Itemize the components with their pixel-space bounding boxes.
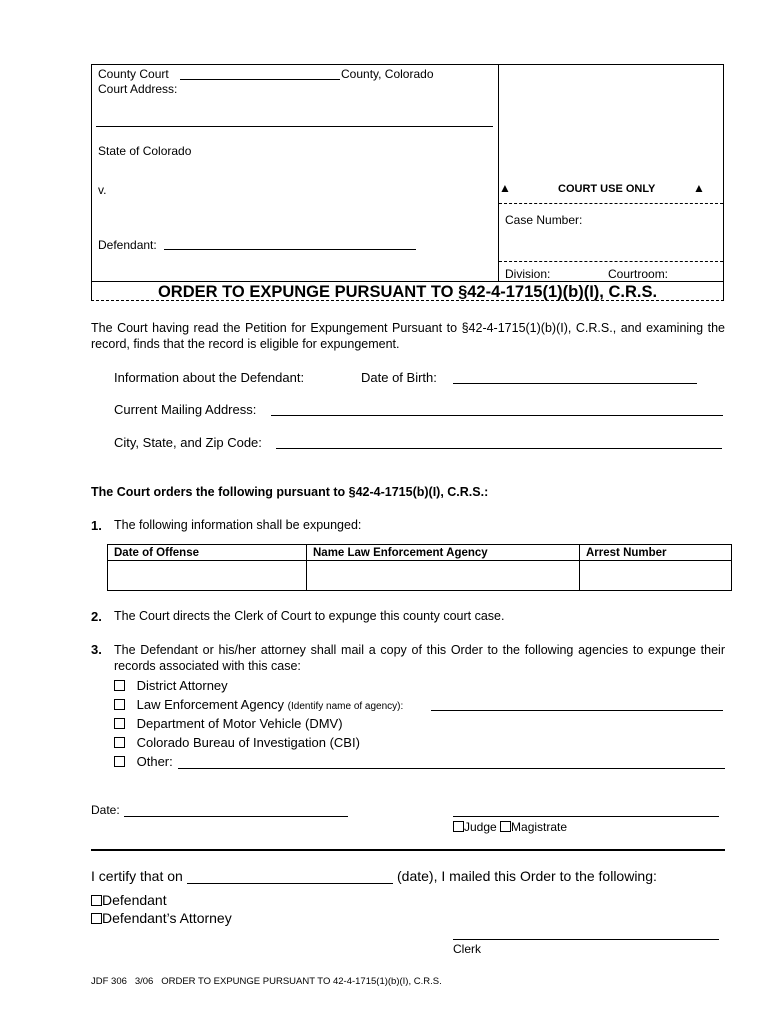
option-other[interactable] xyxy=(114,754,173,769)
agency-cell[interactable] xyxy=(307,561,580,591)
option-label: Colorado Bureau of Investigation (CBI) xyxy=(136,735,360,750)
orders-heading: The Court orders the following pursuant to §42-4-1715(b)(I), C.R.S.: xyxy=(91,485,489,499)
county-court-label: County Court xyxy=(98,67,169,81)
county-colorado-label: County, Colorado xyxy=(341,67,434,81)
item3-number: 3. xyxy=(91,642,102,657)
courtroom-label: Courtroom: xyxy=(608,267,669,281)
certify-date-suffix: (date), I mailed this Order to the following: xyxy=(397,868,657,884)
judge-magistrate-options xyxy=(453,820,567,834)
item1-text: The following information shall be expunged: xyxy=(114,518,362,532)
judge-signature-line[interactable] xyxy=(453,803,719,817)
item1-number: 1. xyxy=(91,518,102,533)
recipient-defendant[interactable] xyxy=(91,892,167,908)
court-address-field[interactable] xyxy=(96,115,493,127)
up-arrow-right-icon: ▲ xyxy=(693,181,705,195)
checkbox-icon[interactable] xyxy=(114,680,125,691)
item3-text: The Defendant or his/her attorney shall mail a copy of this Order to the following agencies to expunge their records associated with this case: xyxy=(114,643,725,673)
checkbox-icon[interactable] xyxy=(114,737,125,748)
option-label: Other: xyxy=(136,754,173,769)
checkbox-icon[interactable] xyxy=(114,699,125,710)
date-field[interactable] xyxy=(124,803,348,817)
dob-field[interactable] xyxy=(453,370,697,384)
option-district-attorney[interactable] xyxy=(114,678,228,693)
certify-label: I certify that on xyxy=(91,868,183,884)
item2-number: 2. xyxy=(91,609,102,624)
recipient-label: Defendant xyxy=(102,892,167,908)
state-label: State of Colorado xyxy=(98,144,192,158)
checkbox-icon[interactable] xyxy=(114,718,125,729)
up-arrow-left-icon: ▲ xyxy=(499,181,511,195)
option-label: Law Enforcement Agency xyxy=(136,697,285,712)
form-footer: JDF 306 3/06 ORDER TO EXPUNGE PURSUANT TO 42-4-1715(1)(b)(I), C.R.S. xyxy=(91,976,442,987)
division-label: Division: xyxy=(505,267,551,281)
defendant-name-field[interactable] xyxy=(164,236,416,250)
option-hint: (Identify name of agency): xyxy=(287,701,404,712)
expunge-info-table xyxy=(107,544,732,591)
arrest-number-cell[interactable] xyxy=(580,561,732,591)
page-title: ORDER TO EXPUNGE PURSUANT TO §42-4-1715(1)(b)(I), C.R.S. xyxy=(157,283,658,301)
city-state-zip-label: City, State, and Zip Code: xyxy=(114,435,262,450)
recipient-label: Defendant’s Attorney xyxy=(102,910,232,926)
dob-label: Date of Birth: xyxy=(361,370,437,385)
option-law-enforcement[interactable] xyxy=(114,697,403,712)
judge-label: Judge xyxy=(464,820,497,834)
date-label: Date: xyxy=(91,803,120,817)
checkbox-icon[interactable] xyxy=(500,821,511,832)
clerk-label: Clerk xyxy=(453,942,482,956)
division-separator xyxy=(499,261,723,262)
header-date-of-offense: Date of Offense xyxy=(108,545,307,561)
mailing-date-field[interactable] xyxy=(187,868,393,884)
checkbox-icon[interactable] xyxy=(91,895,102,906)
header-agency: Name Law Enforcement Agency xyxy=(307,545,580,561)
court-address-label: Court Address: xyxy=(98,82,178,96)
recipient-attorney[interactable] xyxy=(91,910,232,926)
county-name-field[interactable] xyxy=(180,66,340,80)
mailing-address-field[interactable] xyxy=(271,402,723,416)
checkbox-icon[interactable] xyxy=(91,913,102,924)
intro-paragraph: The Court having read the Petition for Expungement Pursuant to §42-4-1715(1)(b)(I), C.R.S., and examining the record, finds that the record is eligible for expungement. xyxy=(91,321,725,351)
clerk-signature-line[interactable] xyxy=(453,924,719,940)
section-divider xyxy=(91,849,725,851)
court-use-separator xyxy=(499,203,723,204)
versus-label: v. xyxy=(98,183,107,197)
other-agency-field[interactable] xyxy=(178,755,725,769)
defendant-label: Defendant: xyxy=(98,238,157,252)
defendant-info-label: Information about the Defendant: xyxy=(114,370,305,385)
checkbox-icon[interactable] xyxy=(453,821,464,832)
date-of-offense-cell[interactable] xyxy=(108,561,307,591)
mailing-address-label: Current Mailing Address: xyxy=(114,402,257,417)
caption-divider xyxy=(498,65,499,281)
magistrate-label: Magistrate xyxy=(511,820,568,834)
agency-name-field[interactable] xyxy=(431,697,723,711)
option-cbi[interactable] xyxy=(114,735,360,750)
court-use-only-label: COURT USE ONLY xyxy=(558,183,656,195)
case-number-label: Case Number: xyxy=(505,213,583,227)
option-label: Department of Motor Vehicle (DMV) xyxy=(136,716,343,731)
checkbox-icon[interactable] xyxy=(114,756,125,767)
option-dmv[interactable] xyxy=(114,716,343,731)
item2-text: The Court directs the Clerk of Court to expunge this county court case. xyxy=(114,609,505,623)
header-arrest-number: Arrest Number xyxy=(580,545,732,561)
option-label: District Attorney xyxy=(136,678,228,693)
city-state-zip-field[interactable] xyxy=(276,435,722,449)
